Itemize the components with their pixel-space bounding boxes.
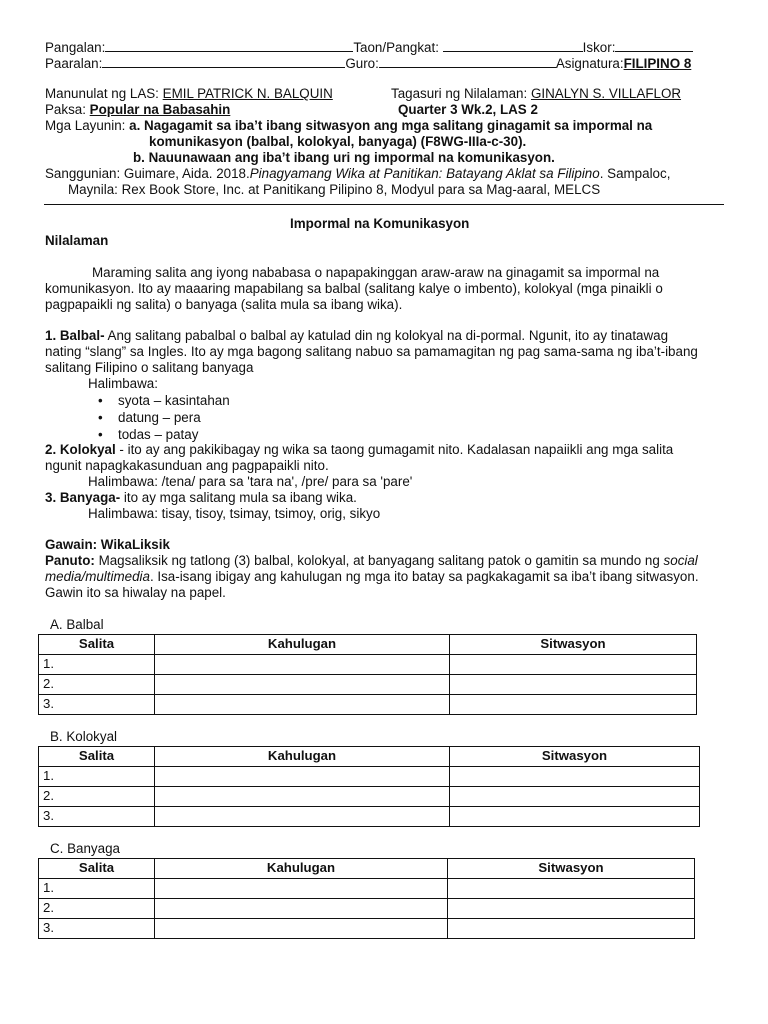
row-number: 2.: [39, 787, 155, 807]
kahulugan-cell[interactable]: [155, 655, 450, 675]
col-header-kahulugan: Kahulugan: [155, 635, 450, 655]
sanggunian-line-2: Maynila: Rex Book Store, Inc. at Panitikang Pilipino 8, Modyul para sa Mag-aaral, MELCS: [68, 182, 601, 197]
sitwasyon-cell[interactable]: [450, 807, 700, 827]
kahulugan-cell[interactable]: [155, 879, 448, 899]
kahulugan-cell[interactable]: [155, 675, 450, 695]
sitwasyon-cell[interactable]: [450, 695, 697, 715]
table-row: [39, 695, 697, 715]
kolokyal-example: Halimbawa: /tena/ para sa 'tara na', /pre/ para sa 'pare': [88, 474, 413, 489]
iskor-field[interactable]: [615, 38, 693, 52]
balbal-example: syota – kasintahan: [118, 393, 230, 408]
panuto-media: media/multimedia: [45, 569, 150, 584]
layunin-label: Mga Layunin:: [45, 118, 126, 133]
kahulugan-cell[interactable]: [155, 807, 450, 827]
row-number: 2.: [39, 899, 155, 919]
kahulugan-cell[interactable]: [155, 787, 450, 807]
tagasuri-label: Tagasuri ng Nilalaman:: [391, 86, 528, 101]
kolokyal-line-2: ngunit napagkakasunduan ang pagpapaikli nito.: [45, 458, 329, 473]
table-header-row: [39, 747, 700, 767]
sanggunian-title: Pinagyamang Wika at Panitikan: Batayang Aklat sa Filipino: [249, 166, 600, 181]
table-label-balbal: A. Balbal: [50, 617, 104, 632]
col-header-salita: Salita: [39, 859, 155, 879]
section-divider: [44, 204, 724, 205]
sitwasyon-cell[interactable]: [448, 919, 695, 939]
layunin-line-1: [45, 118, 652, 135]
table-label-banyaga: C. Banyaga: [50, 841, 120, 856]
paksa-value: Popular na Babasahin: [89, 102, 231, 117]
kolokyal-heading: 2. Kolokyal: [45, 442, 116, 457]
col-header-kahulugan: Kahulugan: [155, 859, 448, 879]
guro-field[interactable]: [379, 54, 556, 68]
panuto-line-3: Gawin ito sa hiwalay na papel.: [45, 585, 226, 600]
row-number: 3.: [39, 807, 155, 827]
asignatura-value: FILIPINO 8: [623, 56, 692, 71]
kahulugan-cell[interactable]: [155, 899, 448, 919]
kahulugan-cell[interactable]: [155, 767, 450, 787]
bullet-icon: •: [98, 410, 103, 425]
table-row: [39, 787, 700, 807]
sitwasyon-cell[interactable]: [450, 767, 700, 787]
row-number: 3.: [39, 919, 155, 939]
guro-label: Guro:: [345, 56, 379, 71]
banyaga-heading: 3. Banyaga-: [45, 490, 121, 505]
sanggunian-rest: . Sampaloc,: [599, 166, 671, 181]
sitwasyon-cell[interactable]: [450, 655, 697, 675]
manunulat-line: [45, 86, 333, 103]
banyaga-example: Halimbawa: tisay, tisoy, tsimay, tsimoy, orig, sikyo: [88, 506, 381, 521]
banyaga-text-1: ito ay mga salitang mula sa ibang wika.: [120, 490, 357, 505]
sitwasyon-cell[interactable]: [448, 899, 695, 919]
table-header-row: [39, 635, 697, 655]
col-header-sitwasyon: Sitwasyon: [450, 747, 700, 767]
header-line-2: [45, 54, 691, 73]
intro-line-2: komunikasyon. Ito ay maaaring mapabilang sa balbal (salitang kalye o imbento), kolokyal (mga pinaikli o: [45, 281, 663, 296]
paaralan-label: Paaralan:: [45, 56, 103, 71]
col-header-salita: Salita: [39, 635, 155, 655]
panuto-label: Panuto:: [45, 553, 95, 568]
content-title: Impormal na Komunikasyon: [290, 216, 470, 231]
pangalan-field[interactable]: [105, 38, 353, 52]
balbal-example: datung – pera: [118, 410, 201, 425]
manunulat-label: Manunulat ng LAS:: [45, 86, 159, 101]
table-row: [39, 879, 695, 899]
col-header-kahulugan: Kahulugan: [155, 747, 450, 767]
tagasuri-value: GINALYN S. VILLAFLOR: [530, 86, 682, 101]
taon-field[interactable]: [443, 38, 583, 52]
balbal-line-2: nating “slang” sa Ingles. Ito ay mga bagong salitang nabuo sa pamamagitan ng pag sama-sama ng iba’t-ibang: [45, 344, 698, 359]
manunulat-value: EMIL PATRICK N. BALQUIN: [162, 86, 333, 101]
sanggunian-label: Sanggunian: Guimare, Aida. 2018.: [45, 166, 250, 181]
layunin-a-cont: komunikasyon (balbal, kolokyal, banyaga) (F8WG-IIIa-c-30).: [149, 134, 527, 149]
col-header-sitwasyon: Sitwasyon: [450, 635, 697, 655]
table-header-row: [39, 859, 695, 879]
sanggunian-line-1: [45, 166, 670, 183]
row-number: 2.: [39, 675, 155, 695]
layunin-b: b. Nauunawaan ang iba’t ibang uri ng impormal na komunikasyon.: [133, 150, 555, 165]
asignatura-label: Asignatura:: [555, 56, 624, 71]
nilalaman-heading: Nilalaman: [45, 233, 109, 248]
tagasuri-line: [391, 86, 681, 103]
row-number: 1.: [39, 767, 155, 787]
panuto-social: social: [663, 553, 698, 568]
panuto-line-2: [45, 569, 699, 586]
sitwasyon-cell[interactable]: [448, 879, 695, 899]
balbal-example: todas – patay: [118, 427, 199, 442]
balbal-text-1: Ang salitang pabalbal o balbal ay katulad din ng kolokyal na di-pormal. Ngunit, ito ay tinatawag: [104, 328, 669, 343]
bullet-icon: •: [98, 393, 103, 408]
panuto-line-1: [45, 553, 698, 570]
kolokyal-text-1: - ito ay ang pakikibagay ng wika sa taong gumagamit nito. Kadalasan napaiikli ang mga salita: [115, 442, 674, 457]
intro-line-3: pagpapaikli ng salita) o banyaga (salita mula sa ibang wika).: [45, 297, 403, 312]
row-number: 1.: [39, 879, 155, 899]
kahulugan-cell[interactable]: [155, 695, 450, 715]
pangalan-label: Pangalan:: [45, 40, 106, 55]
table-banyaga: [38, 858, 695, 939]
quarter-label: Quarter 3 Wk.2, LAS 2: [398, 102, 538, 117]
bullet-icon: •: [98, 427, 103, 442]
balbal-line-3: salitang Filipino o salitang banyaga: [45, 360, 254, 375]
panuto-text-2: . Isa-isang ibigay ang kahulugan ng mga ito batay sa pagkakagamit sa iba’t ibang sitwasyon.: [149, 569, 699, 584]
paksa-label: Paksa:: [45, 102, 86, 117]
iskor-label: Iskor:: [582, 40, 616, 55]
table-row: [39, 655, 697, 675]
table-row: [39, 807, 700, 827]
kolokyal-line-1: [45, 442, 673, 459]
paksa-line: [45, 102, 393, 119]
panuto-text-1: Magsaliksik ng tatlong (3) balbal, kolokyal, at banyagang salitang patok o gamitin sa mundo ng: [94, 553, 664, 568]
table-row: [39, 675, 697, 695]
row-number: 1.: [39, 655, 155, 675]
col-header-salita: Salita: [39, 747, 155, 767]
table-row: [39, 767, 700, 787]
paaralan-field[interactable]: [102, 54, 345, 68]
row-number: 3.: [39, 695, 155, 715]
balbal-line-1: [45, 328, 668, 345]
table-row: [39, 919, 695, 939]
kahulugan-cell[interactable]: [155, 919, 448, 939]
taon-label: Taon/Pangkat:: [353, 40, 439, 55]
table-label-kolokyal: B. Kolokyal: [50, 729, 117, 744]
sitwasyon-cell[interactable]: [450, 787, 700, 807]
layunin-a: a. Nagagamit sa iba’t ibang sitwasyon ang mga salitang ginagamit sa impormal na: [129, 118, 653, 133]
intro-line-1: Maraming salita ang iyong nababasa o napapakinggan araw-araw na ginagamit sa impormal na: [92, 265, 660, 280]
col-header-sitwasyon: Sitwasyon: [448, 859, 695, 879]
balbal-heading: 1. Balbal-: [45, 328, 105, 343]
sitwasyon-cell[interactable]: [450, 675, 697, 695]
banyaga-line-1: [45, 490, 357, 507]
halimbawa-label: Halimbawa:: [88, 376, 158, 391]
gawain-heading: Gawain: WikaLiksik: [45, 537, 170, 552]
table-kolokyal: [38, 746, 700, 827]
table-balbal: [38, 634, 697, 715]
table-row: [39, 899, 695, 919]
